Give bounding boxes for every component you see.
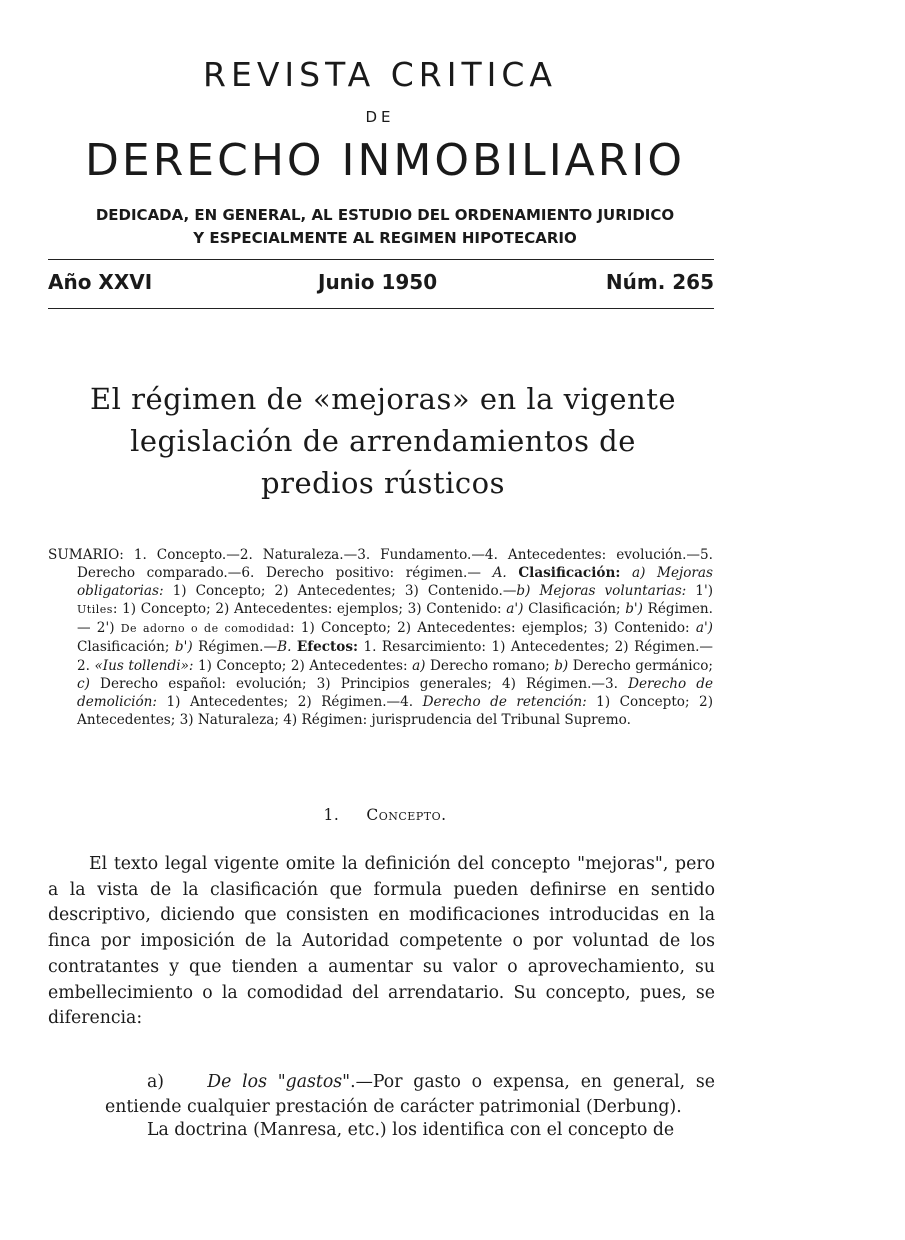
summary-text: Derecho romano;	[425, 657, 555, 674]
summary-subheading: a) Mejoras obligatorias:	[77, 565, 713, 600]
article-title-line2: legislación de arrendamientos de	[130, 424, 636, 458]
header-rule-top	[48, 259, 714, 260]
section-number: 1.	[323, 806, 340, 824]
body-paragraph-1: El texto legal vigente omite la definición del concepto "mejoras", pero a la vista de la clasificación que formula pueden definirse en sentido descriptivo, diciendo que consisten en modificaciones introducidas en la finca por imposición de la Autoridad competente o por voluntad de los contratantes y que tienden a aumentar su valor o aprovechamiento, su embellecimiento o la comodidad del arrendatario. Su concepto, pues, se diferencia:	[48, 854, 715, 1029]
journal-subtitle	[40, 204, 730, 250]
section-title: Concepto.	[366, 806, 447, 824]
summary-text: 1) Concepto; 2) Antecedentes; 3) Naturaleza; 4) Régimen: jurisprudencia del Tribunal Supremo.	[77, 693, 714, 728]
summary-marker: B.	[277, 639, 292, 656]
summary-marker: b')	[625, 601, 643, 618]
summary-text: Derecho español: evolución; 3) Principios generales; 4) Régimen.—3.	[89, 675, 629, 692]
summary-text: : 1) Concepto; 2) Antecedentes: ejemplos; 3) Contenido:	[290, 620, 696, 637]
journal-subtitle-line2: Y ESPECIALMENTE AL REGIMEN HIPOTECARIO	[193, 229, 577, 247]
summary-text	[620, 565, 632, 581]
summary-text: Derecho germánico;	[568, 657, 713, 674]
article-title-line1: El régimen de «mejoras» en la vigente	[89, 382, 677, 416]
summary-text: : 1) Concepto; 2) Antecedentes: ejemplos; 3) Contenido:	[112, 601, 507, 618]
article-title-line3: predios rústicos	[261, 466, 505, 500]
para-a-label: a)	[147, 1072, 165, 1092]
summary-subheading: «Ius tollendi»:	[94, 657, 194, 674]
summary-marker: b')	[174, 639, 193, 656]
para-a-text: .—Por gasto o expensa, en general, se entiende cualquier prestación de carácter patrimonial (Derbung).	[105, 1072, 715, 1117]
journal-name: DERECHO INMOBILIARIO	[85, 135, 685, 186]
issue-date: Junio 1950	[318, 270, 438, 294]
article-title	[48, 378, 718, 504]
summary-marker: A.	[492, 565, 507, 582]
summary-text: 1) Antecedentes; 2) Régimen.—4.	[157, 693, 423, 710]
issue-year: Año XXVI	[48, 270, 153, 294]
summary-smallcaps: De adorno o de comodidad	[120, 622, 291, 636]
para-a-term: De los "gastos"	[207, 1072, 351, 1092]
body-paragraph-b: La doctrina (Manresa, etc.) los identifica con el concepto de	[147, 1120, 675, 1140]
summary-text: Régimen.—	[192, 639, 278, 656]
summary-marker: a')	[695, 620, 713, 637]
section-heading	[0, 806, 770, 824]
summary-subheading: Derecho de demolición:	[77, 675, 714, 710]
summary-marker: c)	[77, 675, 90, 692]
summary-subheading: b) Mejoras voluntarias:	[516, 583, 687, 600]
summary-text: 1) Concepto; 2) Antecedentes; 3) Contenido.—	[163, 583, 517, 600]
summary-text: Clasificación;	[77, 639, 175, 656]
summary-subheading: Derecho de retención:	[422, 693, 587, 710]
summary-text	[507, 565, 519, 581]
summary-heading: Efectos:	[296, 639, 359, 656]
summary-marker: b)	[554, 657, 569, 674]
summary-marker: a')	[506, 601, 524, 618]
summary-text: Régimen.— 2')	[77, 601, 713, 637]
summary-text: 1. Resarcimiento: 1) Antecedentes; 2) Régimen.—2.	[77, 639, 714, 674]
summary-text: 1')	[686, 583, 713, 600]
journal-title: REVISTA CRITICA	[203, 55, 557, 94]
header-rule-bottom	[48, 308, 714, 309]
summary-text: Clasificación;	[523, 601, 626, 618]
issue-number: Núm. 265	[605, 270, 714, 294]
issue-info-row	[48, 270, 714, 300]
summary-marker: a)	[412, 657, 426, 674]
body-paragraph-a	[105, 1070, 715, 1120]
summary-heading: Clasificación:	[518, 565, 621, 582]
summary-smallcaps: Utiles	[77, 603, 113, 617]
summary-text: SUMARIO: 1. Concepto.—2. Naturaleza.—3. Fundamento.—4. Antecedentes: evolución.—5. Derecho comparado.—6. Derecho positivo: régimen.—	[48, 547, 713, 582]
summary-block	[48, 546, 714, 729]
journal-title-de: DE	[365, 108, 395, 126]
summary-text: 1) Concepto; 2) Antecedentes:	[193, 657, 413, 674]
journal-subtitle-line1: DEDICADA, EN GENERAL, AL ESTUDIO DEL ORDENAMIENTO JURIDICO	[95, 206, 675, 224]
